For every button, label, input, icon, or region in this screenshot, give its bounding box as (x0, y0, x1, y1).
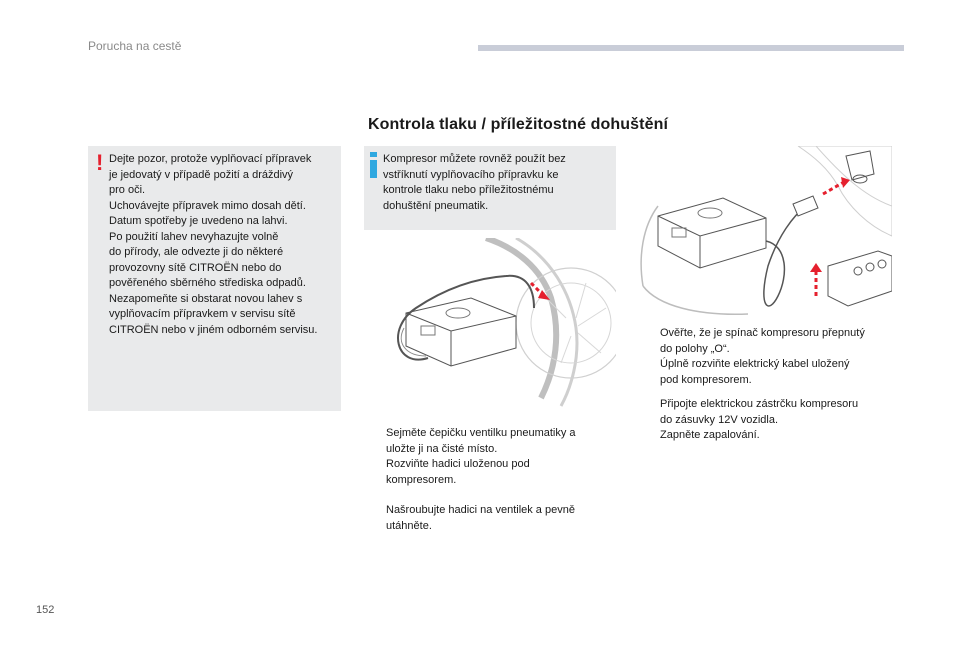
warning-line: Datum spotřeby je uvedeno na lahvi. (109, 215, 288, 227)
step-item (640, 357, 900, 388)
warning-line: Uchovávejte přípravek mimo dosah dětí. (109, 199, 306, 212)
step-line: utáhněte. (386, 519, 432, 532)
info-text (383, 152, 611, 214)
step-item (640, 397, 900, 428)
warning-text (109, 152, 337, 338)
warning-line: provozovny sítě CITROËN nebo do (109, 261, 282, 274)
header-bar (478, 45, 904, 51)
step-line: Rozviňte hadici uloženou pod (386, 458, 530, 470)
step-line: Zapněte zapalování. (660, 429, 760, 441)
section-header: Porucha na cestě (88, 39, 182, 53)
warning-line: CITROËN nebo v jiném odborném servisu. (109, 323, 318, 336)
warning-line: do přírody, ale odvezte ji do některé (109, 246, 284, 258)
step-line: uložte ji na čisté místo. (386, 442, 498, 455)
step-line: pod kompresorem. (660, 373, 752, 386)
step-item (366, 503, 616, 534)
warning-line: pověřeného sběrného střediska odpadů. (109, 277, 306, 289)
step-line: do polohy „O“. (660, 342, 730, 355)
step-line: Ověřte, že je spínač kompresoru přepnutý (660, 327, 865, 339)
step-line: Připojte elektrickou zástrčku kompresoru (660, 398, 859, 410)
warning-line: vyplňovacím přípravkem v servisu sítě (109, 308, 296, 320)
left-steps (366, 426, 616, 534)
step-item (640, 428, 900, 444)
step-line: kompresorem. (386, 473, 457, 486)
warning-line: Nezapomeňte si obstarat novou lahev s (109, 292, 303, 305)
page-title: Kontrola tlaku / příležitostné dohuštění (368, 116, 669, 133)
warning-box (88, 146, 341, 411)
step-line: do zásuvky 12V vozidla. (660, 413, 779, 426)
info-line: dohuštění pneumatik. (383, 199, 489, 212)
info-line: Kompresor můžete rovněž použít bez (383, 153, 566, 165)
step-line: Našroubujte hadici na ventilek a pevně (386, 504, 575, 516)
step-item (366, 426, 616, 457)
step-line: Úplně rozviňte elektrický kabel uložený (660, 358, 850, 370)
warning-line: je jedovatý v případě požití a dráždivý (109, 168, 294, 181)
step-line: Sejměte čepičku ventilku pneumatiky a (386, 427, 576, 439)
compressor-tyre-illustration (366, 238, 616, 408)
warning-line: pro oči. (109, 184, 146, 196)
page-number: 152 (36, 604, 55, 616)
step-item (366, 457, 616, 488)
info-box (364, 146, 616, 230)
compressor-12v-illustration (638, 146, 892, 321)
warning-line: Po použití lahev nevyhazujte volně (109, 230, 279, 243)
info-icon (370, 152, 377, 178)
info-line: kontrole tlaku nebo příležitostnému (383, 184, 554, 196)
step-item (640, 326, 900, 357)
exclamation-icon: ! (96, 150, 104, 175)
right-steps (640, 326, 900, 444)
warning-line: Dejte pozor, protože vyplňovací přípravek (109, 153, 312, 165)
info-line: vstříknutí vyplňovacího přípravku ke (383, 168, 559, 181)
